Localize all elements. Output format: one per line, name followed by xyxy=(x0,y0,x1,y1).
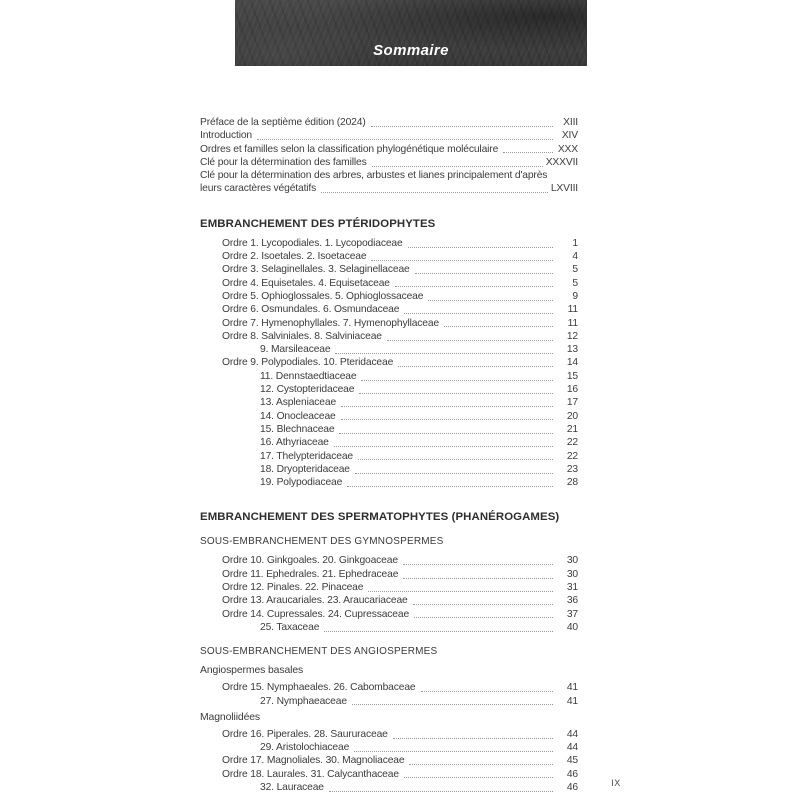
toc-entry-label: Ordre 4. Equisetales. 4. Equisetaceae xyxy=(222,277,390,289)
dot-leader xyxy=(387,340,553,341)
toc-entry-page-number: 17 xyxy=(566,397,578,409)
toc-entry xyxy=(200,356,578,369)
toc-entry xyxy=(200,290,578,303)
dot-leader xyxy=(404,777,553,778)
toc-entry-page-number: 9 xyxy=(572,290,578,302)
dot-leader xyxy=(341,419,553,420)
toc-entry-label: 15. Blechnaceae xyxy=(260,423,335,435)
toc-entry-label: Préface de la septième édition (2024) xyxy=(200,117,366,128)
dot-leader xyxy=(352,704,553,705)
toc-entry-label: 12. Cystopteridaceae xyxy=(260,384,355,396)
toc-entry xyxy=(200,768,578,781)
toc-entry-label: Ordre 11. Ephedrales. 21. Ephedraceae xyxy=(222,568,399,580)
toc-entry-label: Ordre 6. Osmundales. 6. Osmundaceae xyxy=(222,304,400,316)
toc-entry-page-number: 37 xyxy=(566,608,578,620)
toc-entry xyxy=(200,423,578,436)
sous-embranchement-heading: SOUS-EMBRANCHEMENT DES GYMNOSPERMES xyxy=(200,536,444,548)
toc-entry-label: Ordre 18. Laurales. 31. Calycanthaceae xyxy=(222,768,399,780)
toc-entry-label: 13. Aspleniaceae xyxy=(260,397,337,409)
toc-entry-page-number: 46 xyxy=(566,768,578,780)
toc-entry-page-number: 36 xyxy=(566,595,578,607)
page-title: Sommaire xyxy=(373,42,449,59)
toc-entry xyxy=(200,568,578,581)
toc-entry xyxy=(200,370,578,383)
toc-entry xyxy=(200,741,578,754)
toc-entry-label: Clé pour la détermination des arbres, arbustes et lianes principalement d'après xyxy=(200,170,548,182)
toc-entry xyxy=(200,182,578,195)
toc-entry xyxy=(200,330,578,343)
toc-entry xyxy=(200,343,578,356)
toc-entry xyxy=(200,463,578,476)
toc-entry-page-number: XIV xyxy=(561,130,578,142)
toc-entry-page-number: 14 xyxy=(566,357,578,369)
dot-leader xyxy=(403,564,553,565)
toc-entry-label: Ordre 5. Ophioglossales. 5. Ophioglossaceae xyxy=(222,290,424,302)
toc-entry-page-number: 22 xyxy=(566,450,578,462)
toc-entry-label: Ordre 3. Selaginellales. 3. Selaginellaceae xyxy=(222,264,410,276)
toc-entry xyxy=(200,754,578,767)
toc-entry xyxy=(200,303,578,316)
toc-entry-label: 14. Onocleaceae xyxy=(260,410,336,422)
dot-leader xyxy=(371,126,553,127)
toc-entry xyxy=(200,681,578,694)
toc-entry xyxy=(200,169,578,182)
toc-entry xyxy=(200,554,578,567)
toc-entry xyxy=(200,781,578,794)
toc-entry-page-number: 13 xyxy=(566,344,578,356)
dot-leader xyxy=(368,591,553,592)
toc-entry xyxy=(200,695,578,708)
toc-entry xyxy=(200,317,578,330)
dot-leader xyxy=(358,459,553,460)
folio-page-number: IX xyxy=(611,778,621,788)
dot-leader xyxy=(257,139,553,140)
toc-entry xyxy=(200,728,578,741)
toc-entry-page-number: XXX xyxy=(557,143,578,155)
toc-entry-label: Ordre 15. Nymphaeales. 26. Cabombaceae xyxy=(222,682,416,694)
toc-entry-page-number: 44 xyxy=(566,728,578,740)
dot-leader xyxy=(321,192,548,193)
dot-leader xyxy=(414,617,553,618)
toc-entry-page-number: 20 xyxy=(566,410,578,422)
toc-entry-label: leurs caractères végétatifs xyxy=(200,183,317,195)
toc-entry-page-number: 30 xyxy=(566,555,578,567)
dot-leader xyxy=(393,738,553,739)
dot-leader xyxy=(324,631,553,632)
toc-entry-label: 27. Nymphaeaceae xyxy=(260,695,347,707)
toc-entry-page-number: XIII xyxy=(563,117,578,128)
toc-entry-label: 17. Thelypteridaceae xyxy=(260,450,353,462)
group-heading: Magnoliidées xyxy=(200,711,261,723)
toc-entry-label: 29. Aristolochiaceae xyxy=(260,742,350,754)
toc-entry-page-number: 11 xyxy=(567,317,578,329)
toc-entry-label: 18. Dryopteridaceae xyxy=(260,463,350,475)
toc-entry-label: Ordre 17. Magnoliales. 30. Magnoliaceae xyxy=(222,755,405,767)
toc-entry-label: Ordre 9. Polypodiales. 10. Pteridaceae xyxy=(222,357,394,369)
toc-entry-label: Ordre 13. Araucariales. 23. Araucariaceae xyxy=(222,595,408,607)
dot-leader xyxy=(428,300,553,301)
toc-entry-page-number: 22 xyxy=(566,437,578,449)
toc-entry xyxy=(200,143,578,156)
toc-entry xyxy=(200,621,578,634)
toc-entry-label: Ordre 12. Pinales. 22. Pinaceae xyxy=(222,582,364,594)
toc-entry xyxy=(200,383,578,396)
dot-leader xyxy=(395,286,553,287)
toc-entry-label: 9. Marsileaceae xyxy=(260,344,331,356)
toc-entry-label: Ordre 10. Ginkgoales. 20. Ginkgoaceae xyxy=(222,555,398,567)
dot-leader xyxy=(398,366,553,367)
toc-entry-label: Ordre 14. Cupressales. 24. Cupressaceae xyxy=(222,608,410,620)
dot-leader xyxy=(371,260,553,261)
dot-leader xyxy=(409,764,553,765)
toc-entry-label: Ordre 1. Lycopodiales. 1. Lycopodiaceae xyxy=(222,237,403,249)
toc-entry-label: 25. Taxaceae xyxy=(260,621,320,633)
toc-entry xyxy=(200,156,578,169)
dot-leader xyxy=(413,604,553,605)
toc-entry xyxy=(200,436,578,449)
dot-leader xyxy=(334,446,553,447)
dot-leader xyxy=(339,433,553,434)
dot-leader xyxy=(354,751,553,752)
toc-entry xyxy=(200,396,578,409)
toc-entry-page-number: 45 xyxy=(566,755,578,767)
toc-entry-label: Ordre 7. Hymenophyllales. 7. Hymenophyllaceae xyxy=(222,317,440,329)
toc-entry-page-number: 5 xyxy=(572,277,578,289)
dot-leader xyxy=(361,380,553,381)
toc-entry-page-number: 11 xyxy=(567,304,578,316)
toc-entry-label: Ordre 16. Piperales. 28. Saururaceae xyxy=(222,728,388,740)
sous-embranchement-heading: SOUS-EMBRANCHEMENT DES ANGIOSPERMES xyxy=(200,646,438,658)
toc-entry-page-number: 12 xyxy=(566,330,578,342)
toc-entry-page-number: 30 xyxy=(566,568,578,580)
toc-entry xyxy=(200,263,578,276)
group-heading: Angiospermes basales xyxy=(200,665,304,677)
dot-leader xyxy=(404,313,553,314)
toc-entry-page-number: 28 xyxy=(566,477,578,489)
toc-entry xyxy=(200,250,578,263)
toc-entry xyxy=(200,129,578,142)
toc-entry-label: 19. Polypodiaceae xyxy=(260,477,343,489)
toc-entry-page-number: 1 xyxy=(572,237,578,249)
toc-entry xyxy=(200,237,578,250)
dot-leader xyxy=(355,473,553,474)
toc-entry-label: Clé pour la détermination des familles xyxy=(200,156,367,168)
toc-entry-page-number: 23 xyxy=(566,463,578,475)
toc-entry xyxy=(200,476,578,489)
toc-entry xyxy=(200,581,578,594)
toc-entry-label: Ordres et familles selon la classification phylogénétique moléculaire xyxy=(200,143,499,155)
toc-entry-page-number: 40 xyxy=(566,621,578,633)
toc-entry-page-number: LXVIII xyxy=(550,183,578,195)
dot-leader xyxy=(408,247,553,248)
toc-entry-label: Ordre 2. Isoetales. 2. Isoetaceae xyxy=(222,251,367,263)
dot-leader xyxy=(372,166,543,167)
toc-entry-page-number: 21 xyxy=(566,423,578,435)
toc-entry xyxy=(200,608,578,621)
dot-leader xyxy=(341,406,553,407)
toc-entry-page-number: 5 xyxy=(572,264,578,276)
dot-leader xyxy=(335,353,553,354)
toc-entry-label: 16. Athyriaceae xyxy=(260,437,329,449)
toc-entry-page-number: 4 xyxy=(572,251,578,263)
dot-leader xyxy=(415,273,553,274)
toc-entry-page-number: 46 xyxy=(566,781,578,793)
toc-entry xyxy=(200,410,578,423)
dot-leader xyxy=(359,393,553,394)
dot-leader xyxy=(347,486,553,487)
dot-leader xyxy=(329,791,553,792)
toc-entry-label: Ordre 8. Salviniales. 8. Salviniaceae xyxy=(222,330,382,342)
toc-entry-label: 32. Lauraceae xyxy=(260,781,324,793)
toc-entry xyxy=(200,277,578,290)
dot-leader xyxy=(421,691,554,692)
toc-entry-label: 11. Dennstaedtiaceae xyxy=(260,370,357,382)
dot-leader xyxy=(403,578,553,579)
toc-entry-page-number: XXXVII xyxy=(545,156,578,168)
toc-entry xyxy=(200,116,578,129)
toc-entry xyxy=(200,450,578,463)
toc-entry-page-number: 44 xyxy=(566,742,578,754)
toc-entry-page-number: 16 xyxy=(566,384,578,396)
dot-leader xyxy=(503,152,553,153)
dot-leader xyxy=(444,326,553,327)
table-of-contents xyxy=(200,116,578,794)
toc-entry-label: Introduction xyxy=(200,130,253,142)
embranchement-heading: EMBRANCHEMENT DES SPERMATOPHYTES (PHANÉROGAMES) xyxy=(200,511,560,524)
toc-entry-page-number: 41 xyxy=(566,695,578,707)
toc-entry-page-number: 15 xyxy=(566,370,578,382)
chapter-banner xyxy=(235,0,587,66)
embranchement-heading: EMBRANCHEMENT DES PTÉRIDOPHYTES xyxy=(200,217,436,230)
toc-entry-page-number: 41 xyxy=(566,682,578,694)
toc-entry-page-number: 31 xyxy=(566,582,578,594)
toc-entry xyxy=(200,594,578,607)
